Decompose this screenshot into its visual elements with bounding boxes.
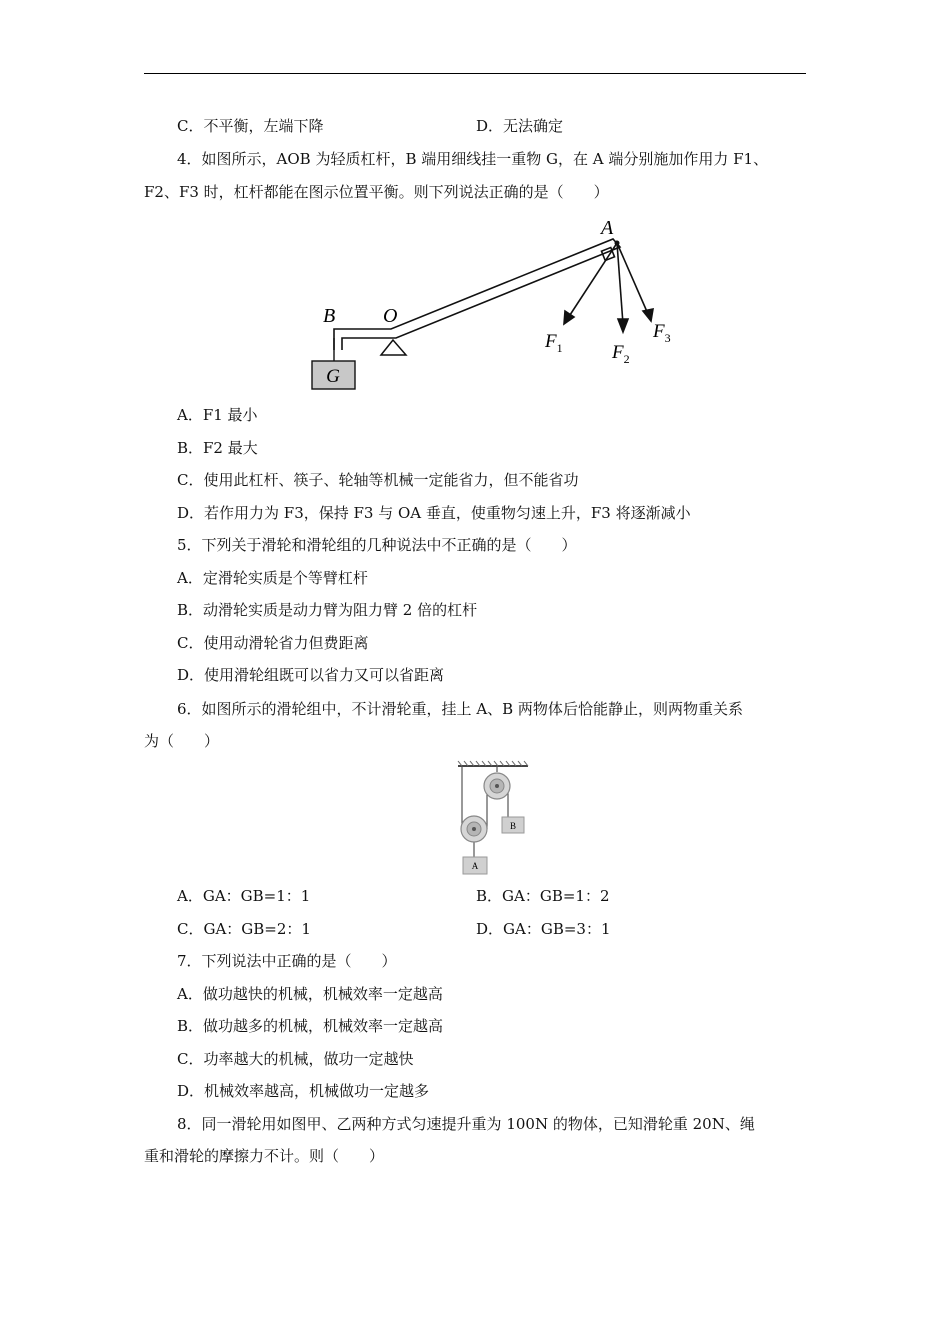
pulley-diagram — [450, 760, 540, 880]
q6-stem-line2: 为（ ） — [144, 732, 220, 750]
q7-option-d: D．机械效率越高，机械做功一定越多 — [177, 1082, 430, 1100]
q3-option-c: C．不平衡，左端下降 — [177, 117, 324, 135]
weight-g-label: G — [326, 366, 340, 387]
block-a-label: A — [471, 861, 479, 871]
q7-option-a: A．做功越快的机械，机械效率一定越高 — [177, 985, 443, 1003]
label-a: A — [601, 217, 614, 239]
q5-option-a: A．定滑轮实质是个等臂杠杆 — [177, 569, 368, 587]
q4-option-b: B．F2 最大 — [177, 439, 258, 457]
q6-stem-line1: 6．如图所示的滑轮组中，不计滑轮重，挂上 A、B 两物体后恰能静止，则两物重关系 — [177, 700, 743, 718]
q7-stem: 7．下列说法中正确的是（ ） — [177, 952, 397, 970]
label-f2: $F_2$ — [612, 342, 630, 366]
q7-option-c: C．功率越大的机械，做功一定越快 — [177, 1050, 414, 1068]
q4-option-a: A．F1 最小 — [177, 406, 258, 424]
q5-option-b: B．动滑轮实质是动力臂为阻力臂 2 倍的杠杆 — [177, 601, 478, 619]
label-b: B — [323, 305, 336, 327]
q8-stem-line2: 重和滑轮的摩擦力不计。则（ ） — [144, 1147, 385, 1165]
label-o: O — [383, 305, 398, 327]
f3-arrowhead — [643, 309, 653, 321]
q7-option-b: B．做功越多的机械，机械效率一定越高 — [177, 1017, 444, 1035]
f1-arrowhead — [564, 311, 574, 324]
q5-option-d: D．使用滑轮组既可以省力又可以省距离 — [177, 666, 445, 684]
q4-option-c: C．使用此杠杆、筷子、轮轴等机械一定能省力，但不能省功 — [177, 471, 579, 489]
label-f3: $F_3$ — [653, 321, 671, 345]
q3-option-d: D．无法确定 — [476, 117, 564, 135]
q5-stem: 5．下列关于滑轮和滑轮组的几种说法中不正确的是（ ） — [177, 536, 577, 554]
q4-stem-line1: 4．如图所示，AOB 为轻质杠杆，B 端用细线挂一重物 G，在 A 端分别施加作用力 F1、 — [177, 150, 769, 168]
f2-arrowhead — [618, 319, 628, 332]
block-b-label: B — [509, 821, 517, 831]
q6-option-c: C．GA：GB=2：1 — [177, 920, 311, 938]
q8-stem-line1: 8．同一滑轮用如图甲、乙两种方式匀速提升重为 100N 的物体，已知滑轮重 20N、绳 — [177, 1115, 755, 1133]
q4-option-d: D．若作用力为 F3，保持 F3 与 OA 垂直，使重物匀速上升，F3 将逐渐减小 — [177, 504, 691, 522]
q6-option-b: B．GA：GB=1：2 — [476, 887, 610, 905]
lever-diagram — [300, 210, 700, 400]
q6-option-d: D．GA：GB=3：1 — [476, 920, 611, 938]
fulcrum-triangle — [381, 340, 406, 355]
q5-option-c: C．使用动滑轮省力但费距离 — [177, 634, 369, 652]
label-f1: $F_1$ — [545, 331, 563, 355]
q6-option-a: A．GA：GB=1：1 — [177, 887, 311, 905]
q4-stem-line2: F2、F3 时，杠杆都能在图示位置平衡。则下列说法正确的是（ ） — [144, 183, 609, 201]
header-rule — [144, 73, 806, 74]
lever-beam — [334, 239, 620, 350]
